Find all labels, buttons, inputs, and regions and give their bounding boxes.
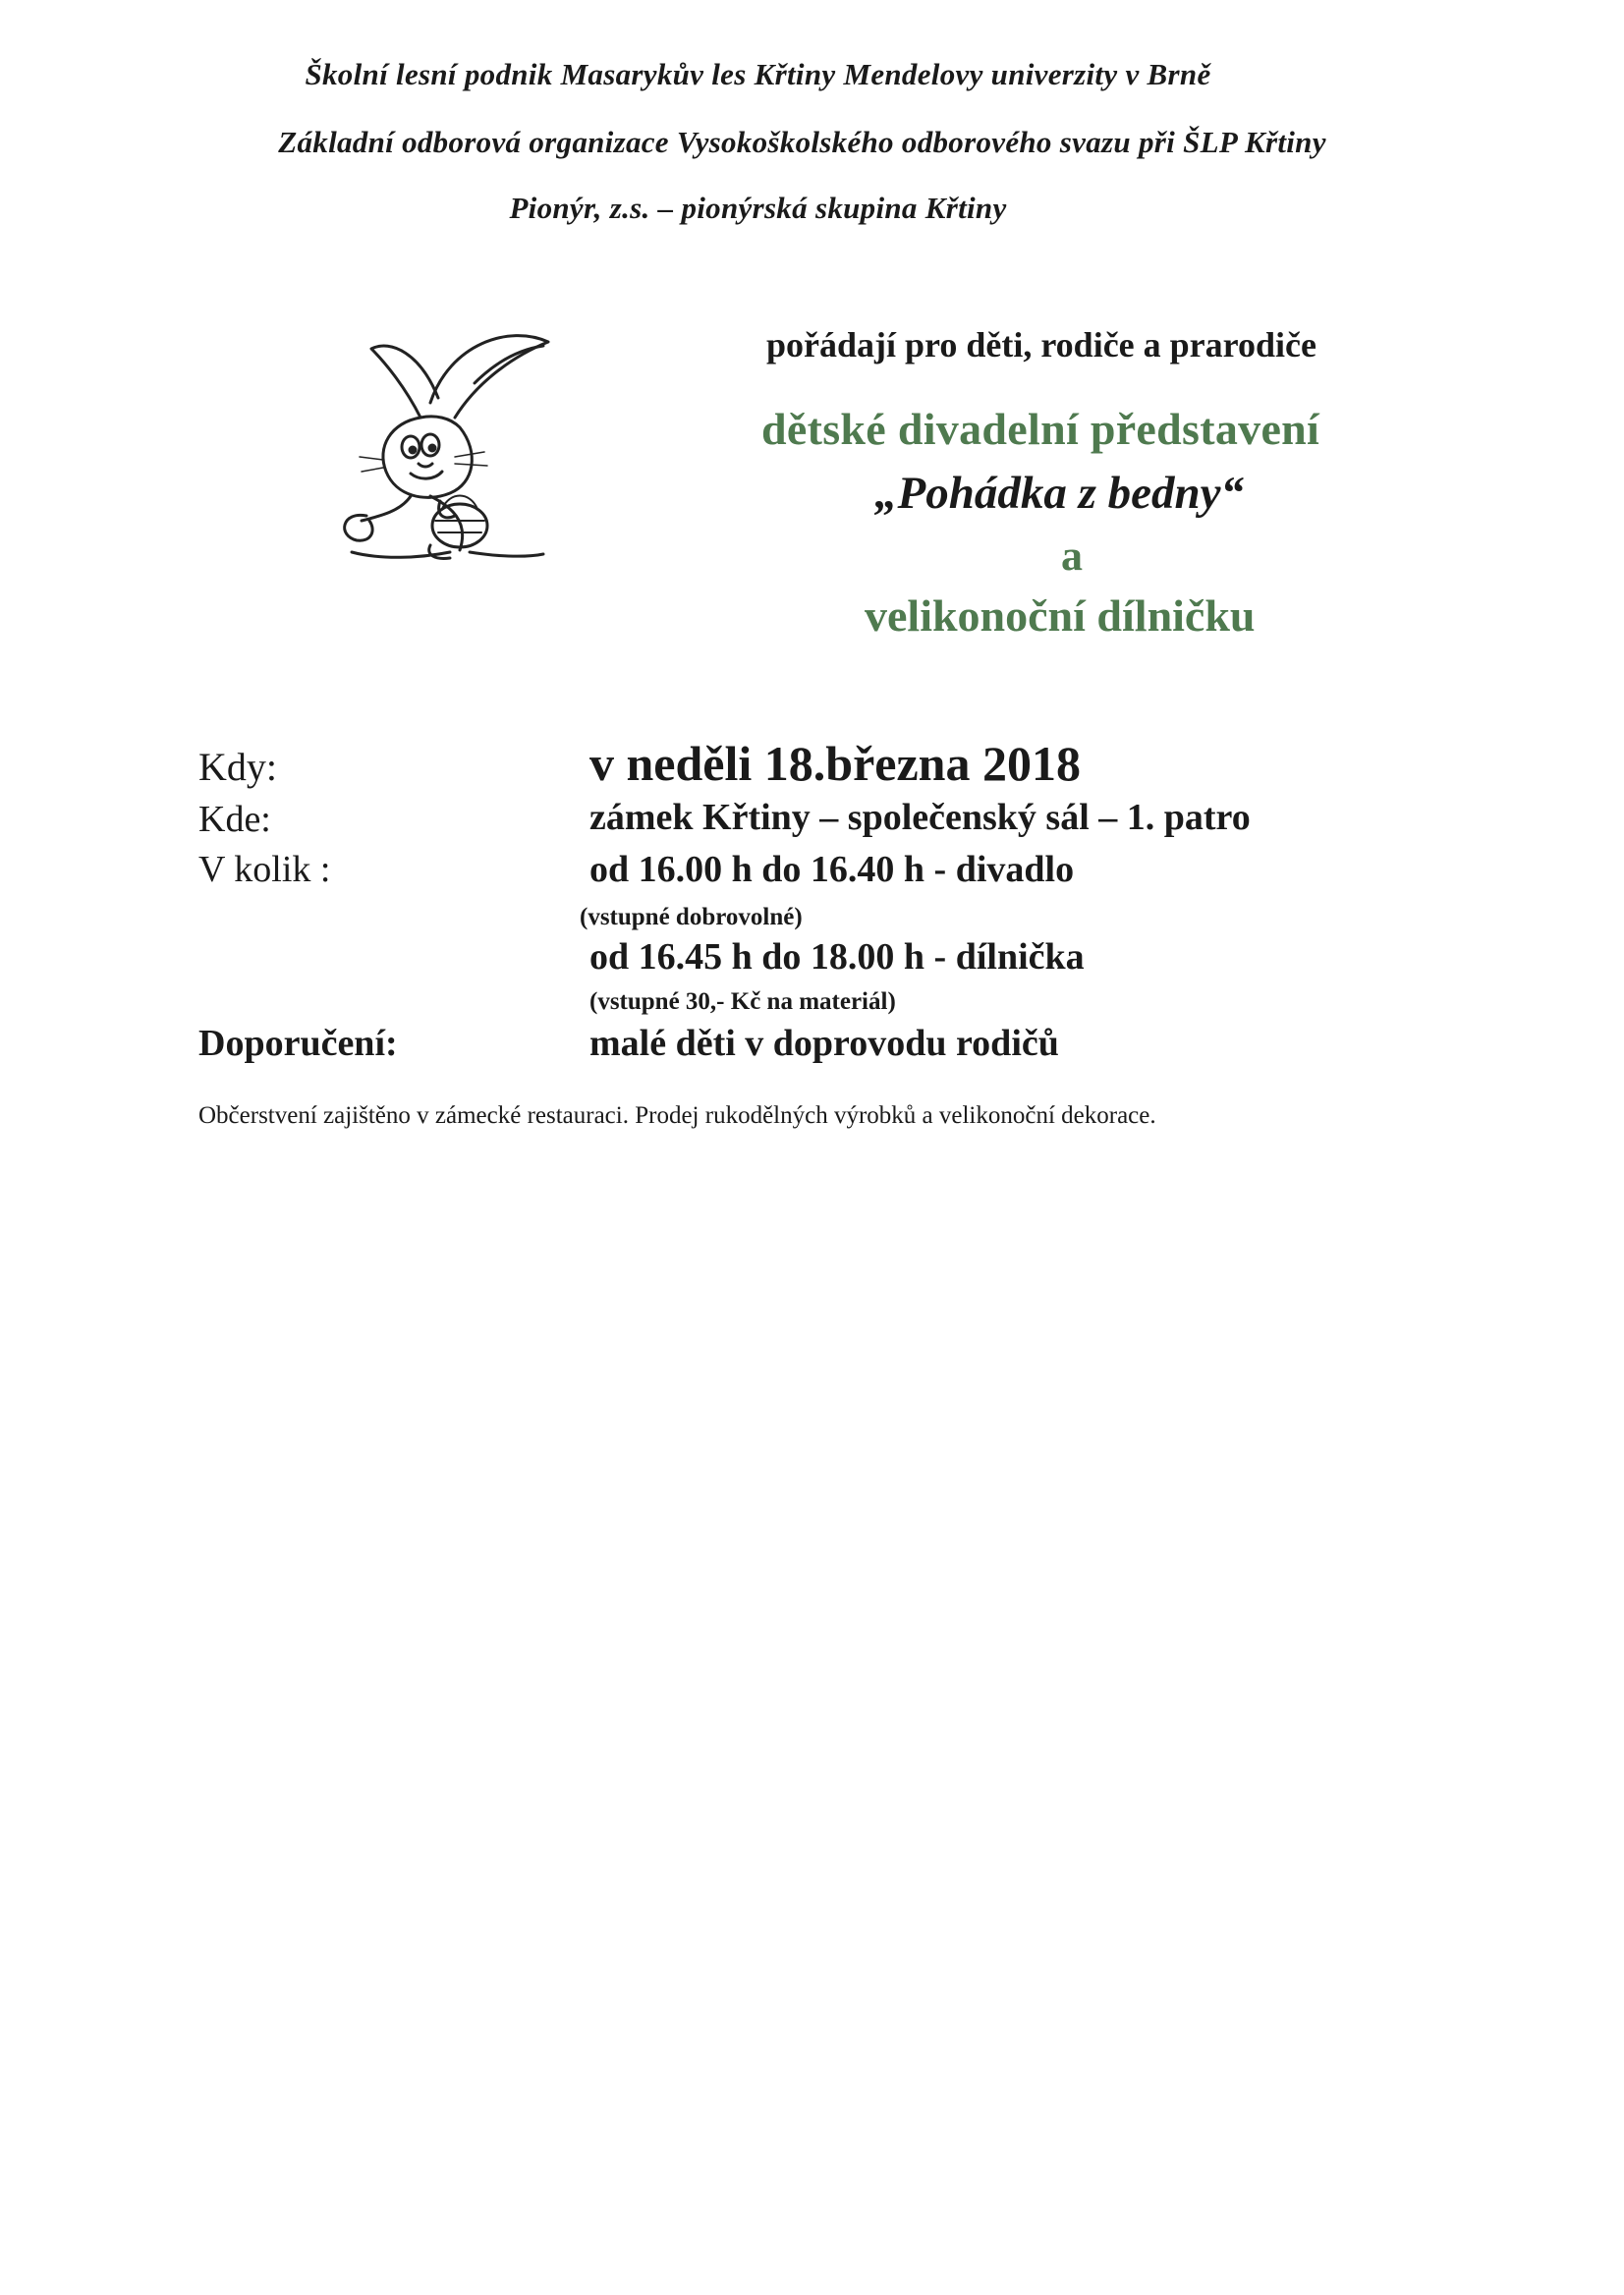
show-name: „Pohádka z bedny“ <box>874 468 1244 519</box>
workshop-fee-note: (vstupné 30,- Kč na materiál) <box>589 988 896 1015</box>
organizer-line-3: Pionýr, z.s. – pionýrská skupina Křtiny <box>509 191 1007 225</box>
organizer-line-2: Základní odborová organizace Vysokoškolského odborového svazu při ŠLP Křtiny <box>278 125 1326 159</box>
when-label: Kdy: <box>198 745 277 789</box>
bunny-illustration <box>312 324 588 570</box>
recommendation-value: malé děti v doprovodu rodičů <box>589 1023 1059 1064</box>
organizer-line-1: Školní lesní podnik Masarykův les Křtiny Mendelovy univerzity v Brně <box>305 57 1211 91</box>
where-label: Kde: <box>198 799 271 840</box>
event-title: dětské divadelní představení <box>761 404 1320 454</box>
title-conjunction: a <box>1061 532 1083 580</box>
time-workshop: od 16.45 h do 18.00 h - dílnička <box>589 936 1085 978</box>
theatre-fee-note: (vstupné dobrovolné) <box>580 904 803 930</box>
time-theatre: od 16.00 h do 16.40 h - divadlo <box>589 849 1075 890</box>
intro-text: pořádají pro děti, rodiče a prarodiče <box>766 325 1316 364</box>
when-value: v neděli 18.března 2018 <box>589 736 1081 791</box>
workshop-title: velikonoční dílničku <box>865 590 1256 641</box>
footer-note: Občerstvení zajištěno v zámecké restauraci. Prodej rukodělných výrobků a velikonoční dekorace. <box>198 1102 1156 1129</box>
recommendation-label: Doporučení: <box>198 1023 398 1064</box>
time-label: V kolik : <box>198 849 331 890</box>
where-value: zámek Křtiny – společenský sál – 1. patro <box>589 797 1251 838</box>
